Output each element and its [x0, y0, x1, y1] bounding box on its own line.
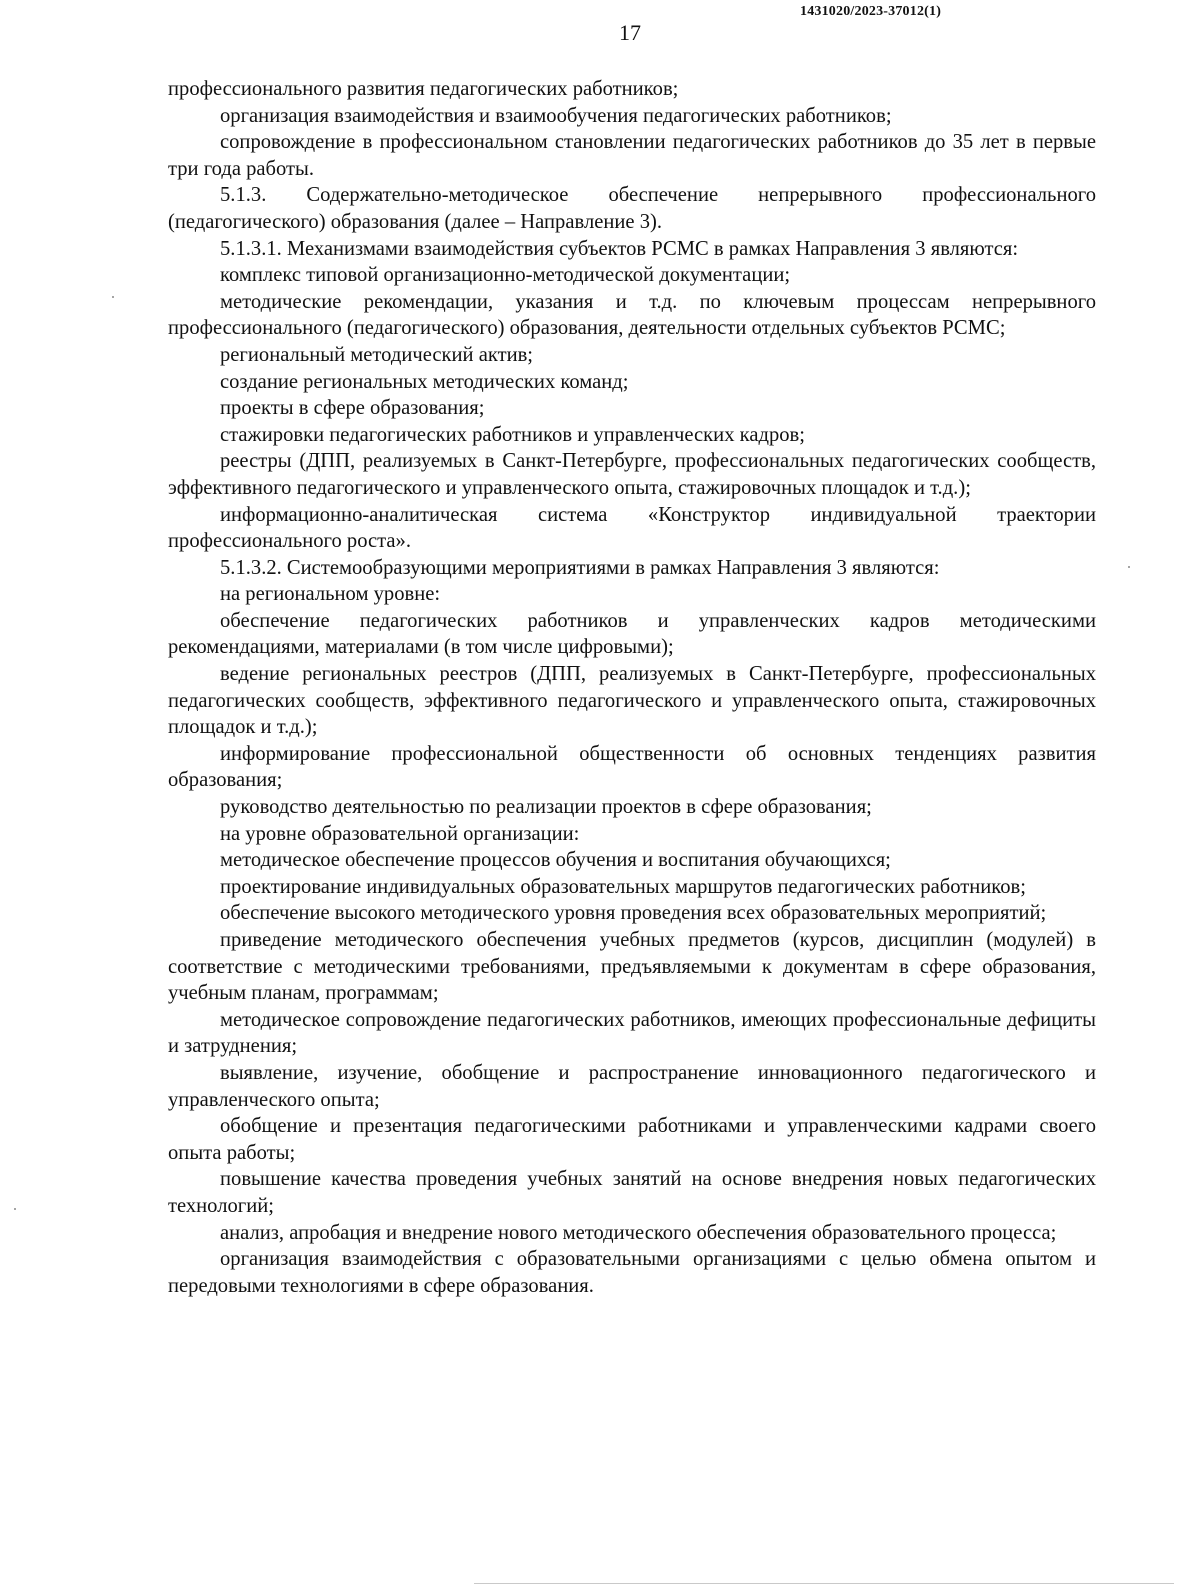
section-heading-5-1-3: 5.1.3. Содержательно-методическое обеспечение непрерывного профессионального (педагогического) образования (далее – Направление 3). — [168, 184, 1096, 233]
list-item: обобщение и презентация педагогическими работниками и управленческими кадрами своего опыта работы; — [168, 1115, 1096, 1164]
list-item: информирование профессиональной общественности об основных тенденциях развития образования; — [168, 742, 1096, 792]
list-item: проекты в сфере образования; — [220, 397, 485, 420]
list-item: сопровождение в профессиональном становлении педагогических работников до 35 лет в первые три года работы. — [168, 131, 1096, 180]
list-item: проектирование индивидуальных образовательных маршрутов педагогических работников; — [220, 875, 1026, 898]
scan-speck — [14, 1208, 16, 1210]
list-item: реестры (ДПП, реализуемых в Санкт-Петербурге, профессиональных педагогических сообществ, эффективного педагогического и управленческого опыта, стажировочных площадок и т.д.); — [168, 450, 1096, 499]
section-heading-5-1-3-2: 5.1.3.2. Системообразующими мероприятиями в рамках Направления 3 являются: — [220, 556, 940, 579]
page-number: 17 — [619, 20, 641, 45]
list-item: организация взаимодействия с образовательными организациями с целью обмена опытом и передовыми технологиями в сфере образования. — [168, 1248, 1096, 1297]
list-item: организация взаимодействия и взаимообучения педагогических работников; — [220, 104, 892, 127]
list-item: создание региональных методических команд; — [220, 370, 629, 393]
list-item: региональный методический актив; — [220, 343, 534, 366]
list-item: анализ, апробация и внедрение нового методического обеспечения образовательного процесса; — [220, 1221, 1057, 1244]
paragraph-continuation: профессионального развития педагогических работников; — [168, 78, 679, 100]
list-item: методические рекомендации, указания и т.д. по ключевым процессам непрерывного профессионального (педагогического) образования, деятельности отдельных субъектов РСМС; — [168, 290, 1096, 340]
subheading-regional-level: на региональном уровне: — [220, 583, 441, 606]
scan-bottom-edge — [474, 1583, 1174, 1584]
list-item: методическое обеспечение процессов обучения и воспитания обучающихся; — [220, 849, 891, 872]
section-heading-5-1-3-1: 5.1.3.1. Механизмами взаимодействия субъектов РСМС в рамках Направления 3 являются: — [220, 237, 1019, 260]
list-item: повышение качества проведения учебных занятий на основе внедрения новых педагогических технологий; — [168, 1168, 1096, 1217]
list-item: руководство деятельностью по реализации проектов в сфере образования; — [220, 796, 872, 819]
scan-speck — [1128, 566, 1130, 568]
document-registration-number: 1431020/2023-37012(1) — [800, 4, 942, 19]
scan-speck — [112, 296, 114, 298]
subheading-organization-level: на уровне образовательной организации: — [220, 822, 580, 845]
list-item: выявление, изучение, обобщение и распространение инновационного педагогического и управленческого опыта; — [168, 1061, 1096, 1111]
list-item: комплекс типовой организационно-методической документации; — [220, 264, 791, 287]
document-body — [168, 76, 1096, 1299]
list-item: методическое сопровождение педагогических работников, имеющих профессиональные дефициты и затруднения; — [168, 1008, 1096, 1058]
list-item: ведение региональных реестров (ДПП, реализуемых в Санкт-Петербурге, профессиональных педагогических сообществ, эффективного педагогического и управленческого опыта, стажировочных площадок и т.д.); — [168, 663, 1096, 739]
list-item: обеспечение высокого методического уровня проведения всех образовательных мероприятий; — [220, 902, 1047, 925]
list-item: обеспечение педагогических работников и управленческих кадров методическими рекомендациями, материалами (в том числе цифровыми); — [168, 609, 1096, 659]
list-item: стажировки педагогических работников и управленческих кадров; — [220, 423, 806, 446]
list-item: информационно-аналитическая система «Конструктор индивидуальной траектории профессионального роста». — [168, 503, 1096, 553]
list-item: приведение методического обеспечения учебных предметов (курсов, дисциплин (модулей) в соответствие с методическими требованиями, предъявляемыми к документам в сфере образования, учебным планам, программам; — [168, 929, 1096, 1005]
